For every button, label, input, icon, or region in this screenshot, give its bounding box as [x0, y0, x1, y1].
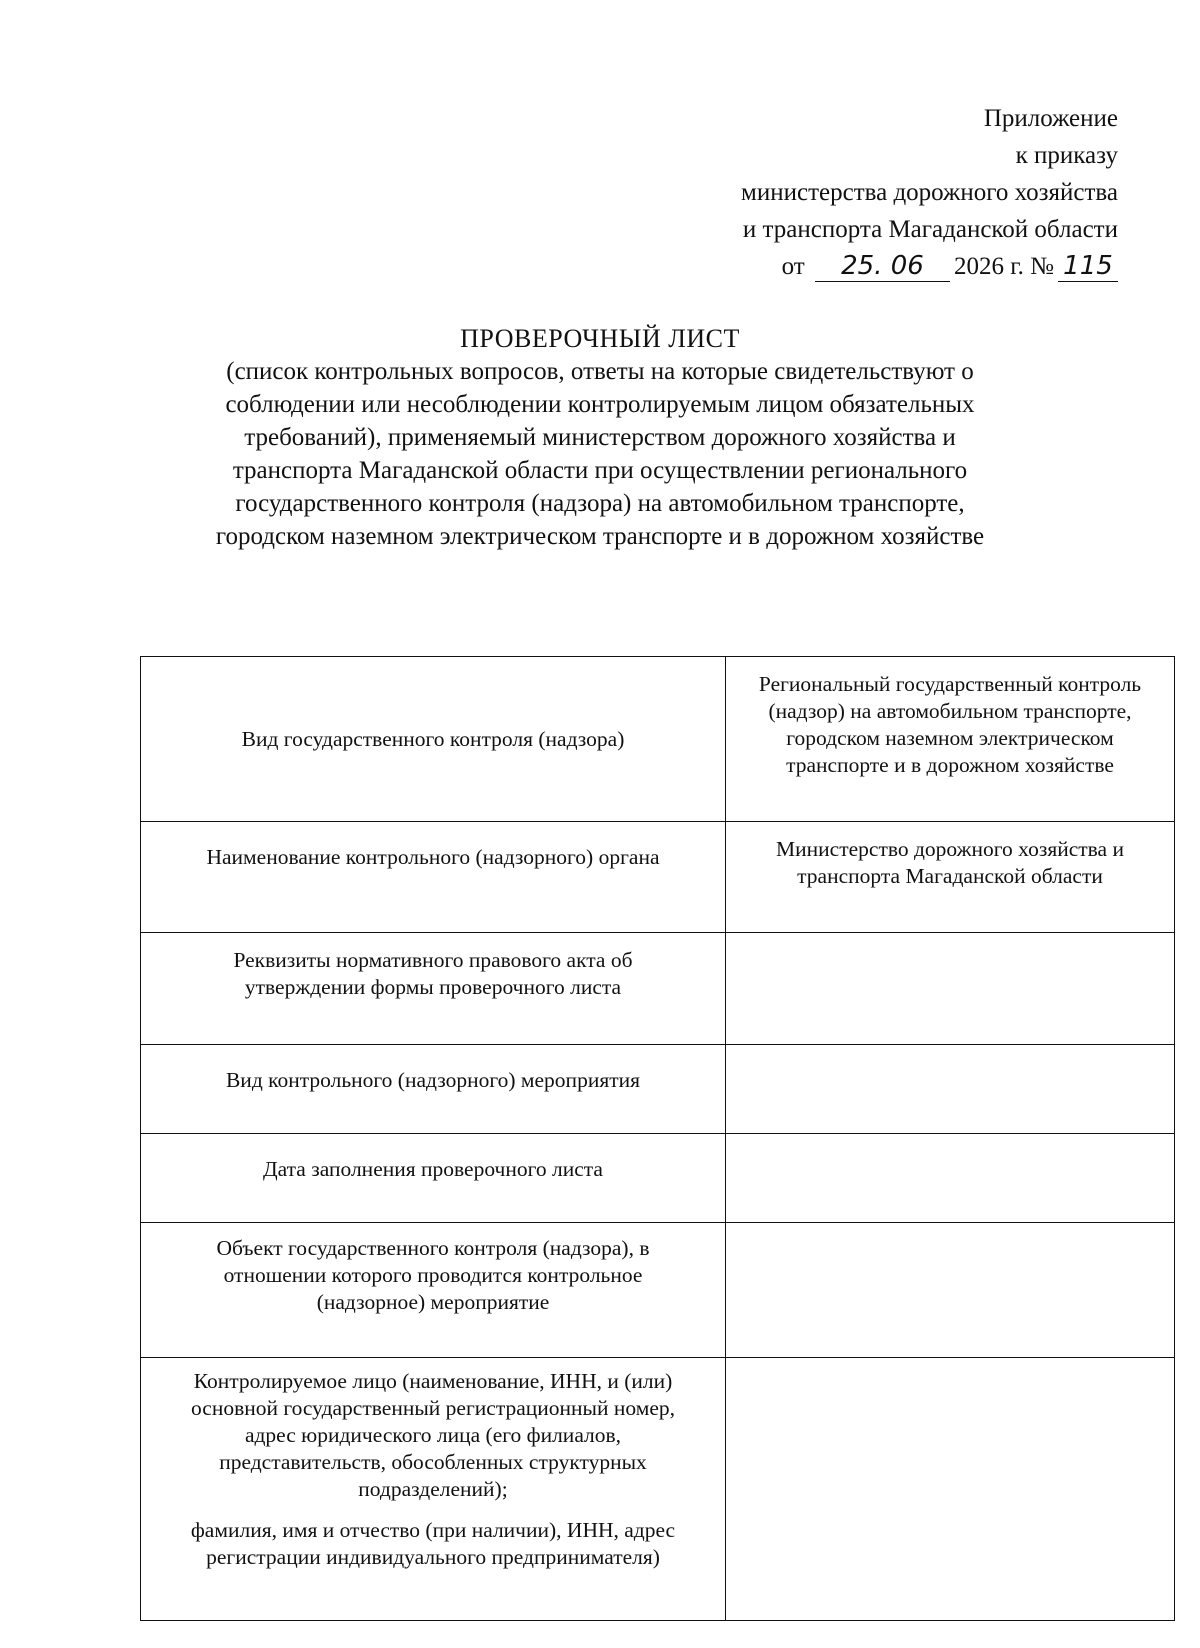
- row-label-text: Вид государственного контроля (надзора): [241, 726, 625, 751]
- appendix-line-1: Приложение: [983, 105, 1118, 132]
- row-value: [726, 822, 1175, 933]
- row-value-line: городском наземном электрическом: [786, 726, 1114, 750]
- row-value-line: Региональный государственный контроль: [758, 672, 1142, 696]
- row-label-line: представительств, обособленных структурных: [219, 1450, 647, 1474]
- row-label-line: подразделений);: [358, 1477, 508, 1501]
- table-row: [141, 1045, 1175, 1134]
- title-sub-line-2: соблюдении или несоблюдении контролируемым лицом обязательных: [225, 391, 975, 418]
- handwritten-number: 115: [1058, 251, 1118, 282]
- row-value-line: транспорте и в дорожном хозяйстве: [786, 753, 1114, 777]
- row-value-line: транспорта Магаданской области: [797, 864, 1103, 888]
- row-label-text: Наименование контрольного (надзорного) органа: [206, 845, 660, 869]
- document-title-block: [160, 322, 1040, 553]
- row-label-line: регистрации индивидуального предпринимателя): [206, 1545, 660, 1569]
- row-label-line: отношении которого проводится контрольное: [223, 1263, 643, 1287]
- document-title: ПРОВЕРОЧНЫЙ ЛИСТ: [460, 324, 740, 353]
- row-label: [141, 1223, 726, 1358]
- row-label: [141, 657, 726, 822]
- row-label-line: (надзорное) мероприятие: [316, 1290, 550, 1314]
- row-value-empty[interactable]: [726, 1223, 1175, 1358]
- checklist-form-table: [140, 656, 1175, 1621]
- row-label-line: Реквизиты нормативного правового акта об: [233, 948, 633, 972]
- row-label: [141, 1358, 726, 1621]
- row-label-text: Вид контрольного (надзорного) мероприятия: [225, 1068, 641, 1092]
- appendix-line-3: министерства дорожного хозяйства: [741, 179, 1118, 206]
- from-label: от: [781, 253, 805, 280]
- row-value-empty[interactable]: [726, 1358, 1175, 1621]
- table-row: [141, 822, 1175, 933]
- title-sub-line-6: городском наземном электрическом транспорте и в дорожном хозяйстве: [215, 523, 985, 550]
- row-value-empty[interactable]: [726, 933, 1175, 1045]
- row-label: [141, 1134, 726, 1223]
- table-row: [141, 657, 1175, 822]
- row-label-line: Объект государственного контроля (надзора), в: [216, 1236, 650, 1260]
- row-label-line: утверждении формы проверочного листа: [244, 975, 622, 999]
- number-label: №: [1030, 253, 1054, 280]
- table-row: [141, 1134, 1175, 1223]
- order-date-number-line: [418, 248, 1118, 285]
- table-row: [141, 1223, 1175, 1358]
- year-label: 2026 г.: [953, 253, 1024, 280]
- row-label-line: фамилия, имя и отчество (при наличии), ИНН, адрес: [190, 1518, 676, 1542]
- row-value-line: Министерство дорожного хозяйства и: [776, 837, 1124, 861]
- title-sub-line-5: государственного контроля (надзора) на автомобильном транспорте,: [235, 490, 965, 517]
- row-label: [141, 1045, 726, 1134]
- row-label-text: Дата заполнения проверочного листа: [263, 1157, 603, 1181]
- table-row: [141, 933, 1175, 1045]
- title-sub-line-3: требований), применяемый министерством дорожного хозяйства и: [244, 424, 956, 451]
- row-label-line: Контролируемое лицо (наименование, ИНН, и (или): [193, 1369, 673, 1393]
- row-label: [141, 822, 726, 933]
- row-value-empty[interactable]: [726, 1045, 1175, 1134]
- row-label-line: основной государственный регистрационный номер,: [190, 1396, 675, 1420]
- row-value-empty[interactable]: [726, 1134, 1175, 1223]
- appendix-header: [418, 100, 1118, 285]
- row-value-line: (надзор) на автомобильном транспорте,: [768, 699, 1132, 723]
- title-sub-line-1: (список контрольных вопросов, ответы на которые свидетельствуют о: [226, 358, 974, 385]
- title-sub-line-4: транспорта Магаданской области при осуществлении регионального: [232, 457, 968, 484]
- handwritten-date: 25. 06: [815, 251, 950, 282]
- row-label-line: адрес юридического лица (его филиалов,: [244, 1423, 622, 1447]
- appendix-line-2: к приказу: [1015, 142, 1118, 169]
- appendix-line-4: и транспорта Магаданской области: [742, 216, 1118, 243]
- row-value: [726, 657, 1175, 822]
- table-row: [141, 1358, 1175, 1621]
- row-label: [141, 933, 726, 1045]
